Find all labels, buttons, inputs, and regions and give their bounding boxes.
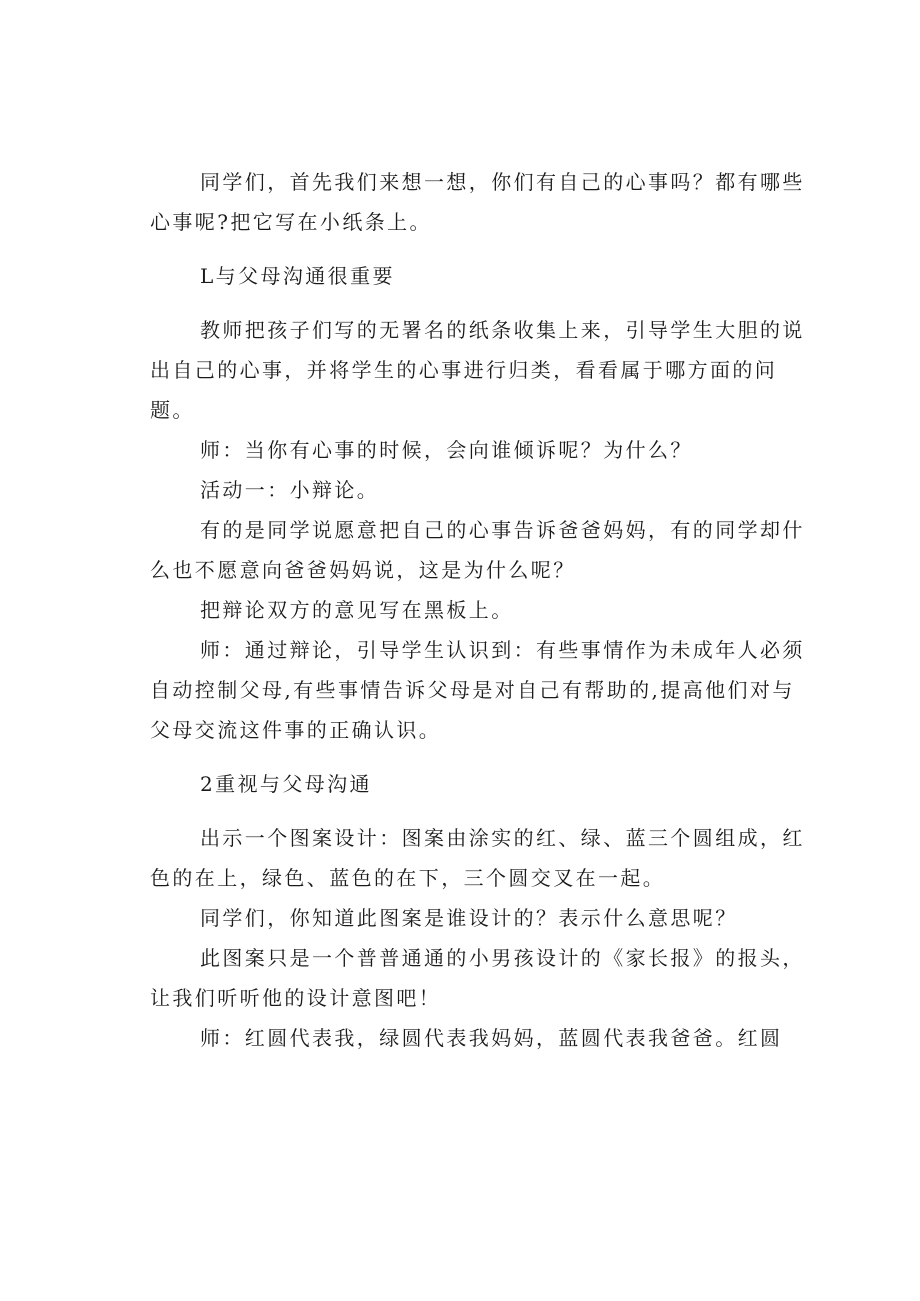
spacer	[150, 296, 810, 310]
paragraph-pattern-question: 同学们，你知道此图案是谁设计的？表示什么意思呢？	[200, 906, 738, 930]
spacer	[150, 804, 810, 818]
paragraph-pattern-meaning: 师：红圆代表我，绿圆代表我妈妈，蓝圆代表我爸爸。红圆	[200, 1026, 783, 1050]
spacer	[150, 750, 810, 764]
paragraph-blackboard: 把辩论双方的意见写在黑板上。	[200, 598, 514, 622]
paragraph-teacher-question: 师：当你有心事的时候，会向谁倾诉呢？为什么？	[200, 438, 693, 462]
paragraph-pattern-origin: 此图案只是一个普普通通的小男孩设计的《家长报》的报头，让我们听听他的设计意图吧！	[150, 946, 805, 1010]
document-body	[150, 162, 810, 1058]
paragraph-activity-one: 活动一：小辩论。	[200, 478, 380, 502]
section-heading-1: L与父母沟通很重要	[200, 264, 395, 288]
spacer	[150, 242, 810, 256]
paragraph-collect-notes: 教师把孩子们写的无署名的纸条收集上来，引导学生大胆的说出自己的心事，并将学生的心事进行归类，看看属于哪方面的问题。	[150, 318, 805, 422]
paragraph-teacher-guide: 师：通过辩论，引导学生认识到：有些事情作为未成年人必须自动控制父母,有些事情告诉父母是对自己有帮助的,提高他们对与父母交流这件事的正确认识。	[150, 638, 805, 742]
paragraph-intro: 同学们，首先我们来想一想，你们有自己的心事吗？都有哪些心事呢?把它写在小纸条上。	[150, 170, 805, 234]
paragraph-debate-topic: 有的是同学说愿意把自己的心事告诉爸爸妈妈，有的同学却什么也不愿意向爸爸妈妈说，这是为什么呢？	[150, 518, 805, 582]
paragraph-pattern-design: 出示一个图案设计：图案由涂实的红、绿、蓝三个圆组成，红色的在上，绿色、蓝色的在下，三个圆交叉在一起。	[150, 826, 805, 890]
section-heading-2: 2重视与父母沟通	[200, 772, 372, 796]
